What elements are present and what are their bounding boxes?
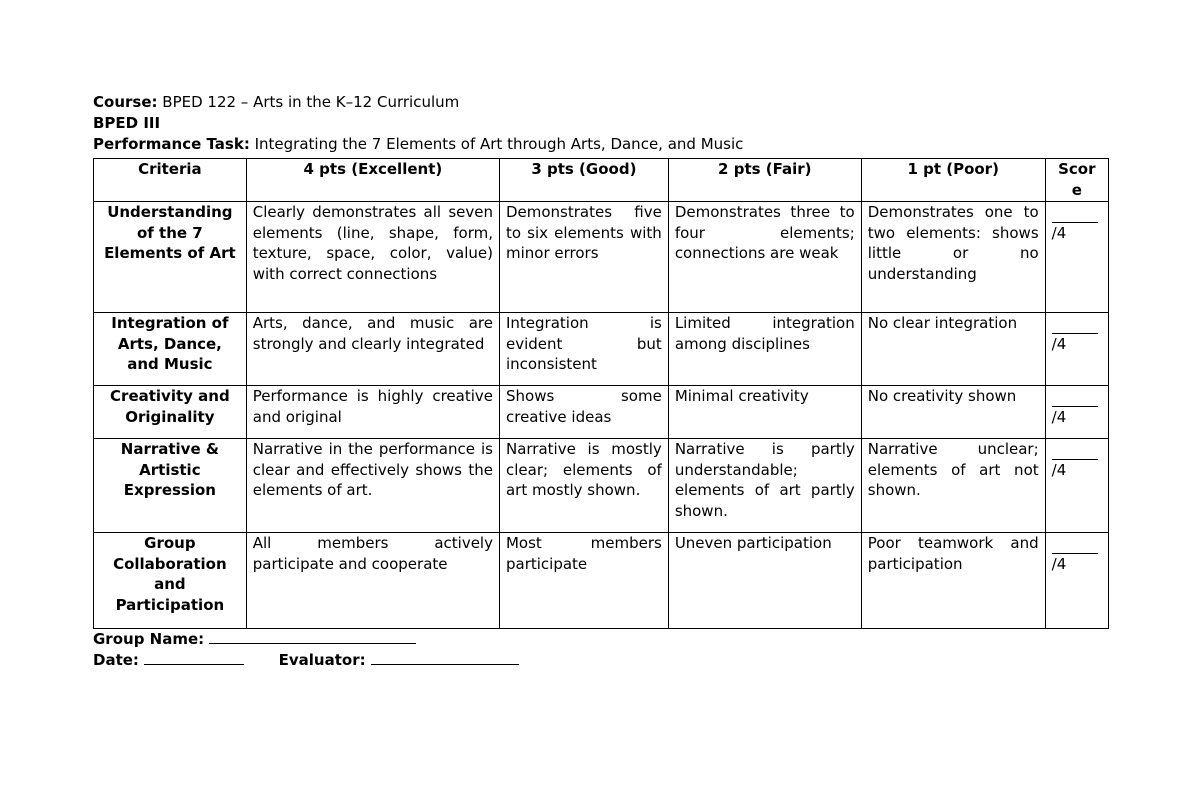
evaluator-field[interactable] <box>371 650 519 665</box>
score-blank[interactable] <box>1052 386 1098 407</box>
course-value: BPED 122 – Arts in the K–12 Curriculum <box>162 93 460 111</box>
score-max: /4 <box>1051 408 1067 426</box>
poor-cell: Narrative unclear; elements of art not shown. <box>861 439 1045 533</box>
criteria-cell: Group Collaboration and Participation <box>94 533 247 629</box>
table-row <box>94 313 1109 386</box>
table-row <box>94 533 1109 629</box>
fair-cell: Demonstrates three to four elements; connections are weak <box>668 202 861 313</box>
header-fair: 2 pts (Fair) <box>668 159 861 202</box>
table-row <box>94 386 1109 439</box>
score-max: /4 <box>1051 461 1067 479</box>
section-line: BPED III <box>93 114 161 132</box>
excellent-cell: Performance is highly creative and original <box>246 386 499 439</box>
criteria-cell: Understanding of the 7 Elements of Art <box>94 202 247 313</box>
date-evaluator-line <box>93 650 1113 671</box>
course-label: Course: <box>93 93 158 111</box>
score-max: /4 <box>1051 224 1067 242</box>
date-field[interactable] <box>144 650 244 665</box>
task-label: Performance Task: <box>93 135 250 153</box>
header-excellent: 4 pts (Excellent) <box>246 159 499 202</box>
header-good: 3 pts (Good) <box>499 159 668 202</box>
course-line <box>93 92 1113 113</box>
criteria-cell: Integration of Arts, Dance, and Music <box>94 313 247 386</box>
header-criteria: Criteria <box>94 159 247 202</box>
excellent-cell: Clearly demonstrates all seven elements (line, shape, form, texture, space, color, value) with correct connections <box>246 202 499 313</box>
table-row <box>94 439 1109 533</box>
score-max: /4 <box>1051 335 1067 353</box>
task-value: Integrating the 7 Elements of Art through Arts, Dance, and Music <box>254 135 744 153</box>
good-cell: Most members participate <box>499 533 668 629</box>
criteria-cell: Narrative & Artistic Expression <box>94 439 247 533</box>
score-cell[interactable] <box>1045 313 1108 386</box>
excellent-cell: All members actively participate and cooperate <box>246 533 499 629</box>
score-cell[interactable] <box>1045 533 1108 629</box>
good-cell: Shows some creative ideas <box>499 386 668 439</box>
excellent-cell: Narrative in the performance is clear and effectively shows the elements of art. <box>246 439 499 533</box>
evaluator-label: Evaluator: <box>278 651 366 669</box>
group-name-label: Group Name: <box>93 630 205 648</box>
score-blank[interactable] <box>1052 533 1098 554</box>
group-name-line <box>93 629 1113 650</box>
score-max: /4 <box>1051 555 1067 573</box>
poor-cell: Demonstrates one to two elements: shows little or no understanding <box>861 202 1045 313</box>
poor-cell: Poor teamwork and participation <box>861 533 1045 629</box>
poor-cell: No clear integration <box>861 313 1045 386</box>
criteria-cell: Creativity and Originality <box>94 386 247 439</box>
header-score-text: Score <box>1058 160 1096 199</box>
score-blank[interactable] <box>1052 439 1098 460</box>
score-cell[interactable] <box>1045 386 1108 439</box>
table-row <box>94 202 1109 313</box>
fair-cell: Uneven participation <box>668 533 861 629</box>
score-cell[interactable] <box>1045 202 1108 313</box>
good-cell: Demonstrates five to six elements with minor errors <box>499 202 668 313</box>
table-header-row <box>94 159 1109 202</box>
fair-cell: Limited integration among disciplines <box>668 313 861 386</box>
good-cell: Narrative is mostly clear; elements of art mostly shown. <box>499 439 668 533</box>
rubric-document <box>93 92 1113 671</box>
good-cell: Integration is evident but inconsistent <box>499 313 668 386</box>
rubric-table <box>93 158 1109 629</box>
header-poor: 1 pt (Poor) <box>861 159 1045 202</box>
date-label: Date: <box>93 651 139 669</box>
poor-cell: No creativity shown <box>861 386 1045 439</box>
fair-cell: Narrative is partly understandable; elements of art partly shown. <box>668 439 861 533</box>
excellent-cell: Arts, dance, and music are strongly and clearly integrated <box>246 313 499 386</box>
score-blank[interactable] <box>1052 202 1098 223</box>
score-cell[interactable] <box>1045 439 1108 533</box>
group-name-field[interactable] <box>209 629 416 644</box>
fair-cell: Minimal creativity <box>668 386 861 439</box>
task-line <box>93 134 1113 155</box>
header-score <box>1045 159 1108 202</box>
score-blank[interactable] <box>1052 313 1098 334</box>
